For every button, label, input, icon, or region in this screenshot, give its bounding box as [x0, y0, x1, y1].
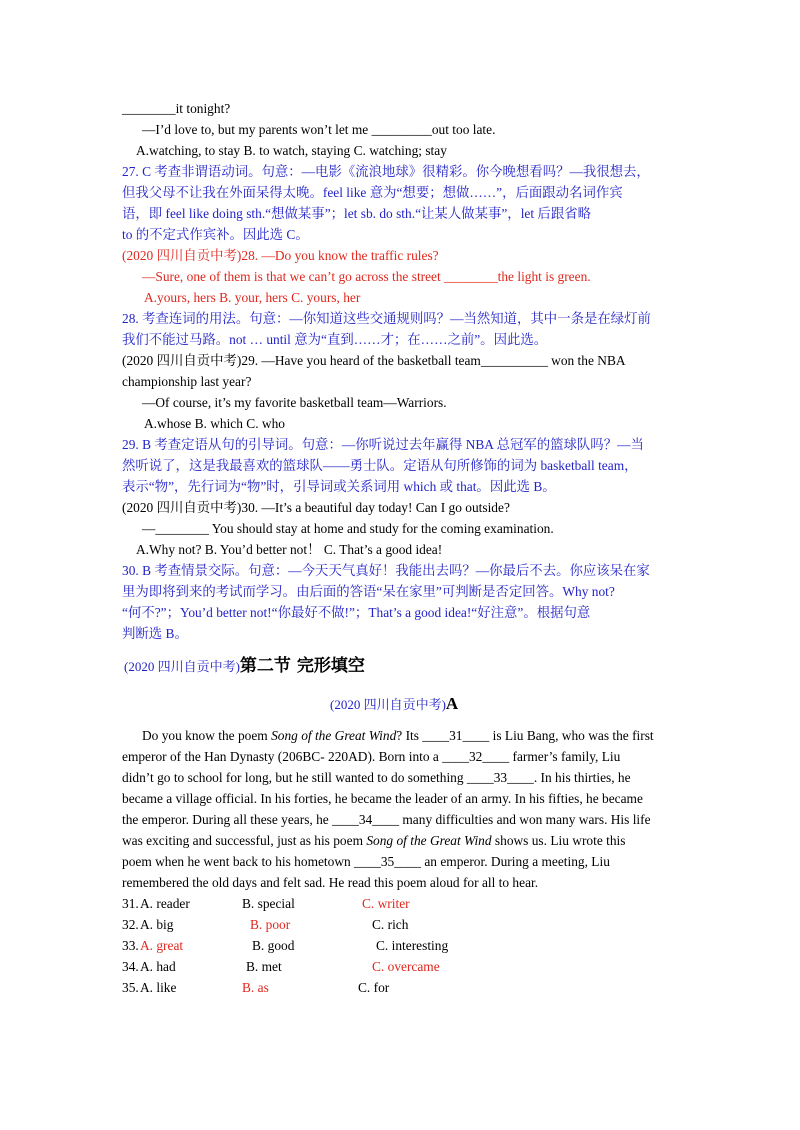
q28-options: A.yours, hers B. your, hers C. yours, her — [144, 290, 361, 305]
q30-explanation-2: 里为即将到来的考试而学习。由后面的答语“呆在家里”可判断是否定回答。Why not? — [122, 584, 615, 599]
option-34-a: A. had — [140, 959, 176, 974]
poem-title: Song of the Great Wind — [366, 833, 492, 848]
passage-line-5: the emperor. During all these years, he ____34____ many difficulties and won many wars. His life — [122, 812, 651, 827]
q30-explanation-3: “何不?”；You’d better not!“你最好不做!”；That’s a good idea!“好注意”。根据句意 — [122, 605, 591, 620]
option-34-num: 34. — [122, 959, 139, 974]
q27-explanation-4: to 的不定式作宾补。因此选 C。 — [122, 227, 309, 242]
option-32-a: A. big — [140, 917, 174, 932]
q27-explanation-2: 但我父母不让我在外面呆得太晚。feel like 意为“想要；想做……”，后面跟动名词作宾 — [122, 185, 623, 200]
q30-options: A.Why not? B. You’d better not！ C. That’s a good idea! — [136, 542, 443, 557]
q29-options: A.whose B. which C. who — [144, 416, 285, 431]
option-35-a: A. like — [140, 980, 177, 995]
passage-letter: A — [445, 694, 459, 713]
section-title: 第二节 完形填空 — [239, 656, 365, 676]
option-33-a: A. great — [140, 938, 184, 953]
option-31-c: C. writer — [362, 896, 410, 911]
option-31-b: B. special — [242, 896, 295, 911]
option-35-num: 35. — [122, 980, 139, 995]
q30-explanation-4: 判断选 B。 — [122, 626, 188, 641]
q29-question: (2020 四川自贡中考)29. —Have you heard of the basketball team__________ won the NBA — [122, 353, 626, 368]
option-31-num: 31. — [122, 896, 139, 911]
q29-question-cont: championship last year? — [122, 374, 252, 389]
option-34-c: C. overcame — [372, 959, 440, 974]
q29-answer-line: —Of course, it’s my favorite basketball team—Warriors. — [142, 395, 447, 410]
section-source-tag: (2020 四川自贡中考) — [124, 659, 240, 674]
passage-line-8: remembered the old days and felt sad. He read this poem aloud for all to hear. — [122, 875, 539, 890]
q28-question: (2020 四川自贡中考)28. —Do you know the traffic rules? — [122, 248, 439, 263]
option-32-num: 32. — [122, 917, 139, 932]
passage-line-2: emperor of the Han Dynasty (206BC- 220AD). Born into a ____32____ farmer’s family, Liu — [122, 749, 621, 764]
section-heading — [124, 654, 365, 678]
q29-explanation-3: 表示“物”，先行词为“物”时，引导词或关系词用 which 或 that。因此选 B。 — [122, 479, 556, 494]
passage-heading — [330, 692, 458, 716]
passage-source-tag: (2020 四川自贡中考) — [330, 697, 446, 712]
option-35-c: C. for — [358, 980, 390, 995]
q30-answer-line: —________ You should stay at home and study for the coming examination. — [142, 521, 554, 536]
q27-explanation-1: 27. C 考查非谓语动词。句意：—电影《流浪地球》很精彩。你今晚想看吗？—我很想去， — [122, 164, 650, 179]
q30-explanation-1: 30. B 考查情景交际。句意：—今天天气真好！我能出去吗？—你最后不去。你应该呆在家 — [122, 563, 650, 578]
q29-explanation-1: 29. B 考查定语从句的引导词。句意：—你听说过去年赢得 NBA 总冠军的篮球队吗？—当 — [122, 437, 644, 452]
option-34-b: B. met — [246, 959, 282, 974]
passage-line-3: didn’t go to school for long, but he still wanted to do something ____33____. In his thirties, he — [122, 770, 631, 785]
q27-options: A.watching, to stay B. to watch, staying C. watching; stay — [136, 143, 447, 158]
q27-answer-line: —I’d love to, but my parents won’t let me _________out too late. — [142, 122, 496, 137]
option-35-b: B. as — [242, 980, 269, 995]
passage-line-1: Do you know the poem Song of the Great Wind? Its ____31____ is Liu Bang, who was the first — [142, 728, 654, 743]
q30-question: (2020 四川自贡中考)30. —It’s a beautiful day today! Can I go outside? — [122, 500, 510, 515]
q27-explanation-3: 语，即 feel like doing sth.“想做某事”；let sb. do sth.“让某人做某事”，let 后跟省略 — [122, 206, 591, 221]
poem-title: Song of the Great Wind — [271, 728, 397, 743]
passage-line-7: poem when he went back to his hometown ____35____ an emperor. During a meeting, Liu — [122, 854, 610, 869]
option-33-num: 33. — [122, 938, 139, 953]
option-33-c: C. interesting — [376, 938, 449, 953]
passage-line-6: was exciting and successful, just as his poem Song of the Great Wind shows us. Liu wrote this — [122, 833, 626, 848]
q27-blank-line: ________it tonight? — [122, 101, 231, 116]
option-33-b: B. good — [252, 938, 295, 953]
q28-explanation-2: 我们不能过马路。not … until 意为“直到……才；在……之前”。因此选。 — [122, 332, 548, 347]
q28-answer-line: —Sure, one of them is that we can’t go across the street ________the light is green. — [142, 269, 591, 284]
passage-line-4: became a village official. In his forties, he became the leader of an army. In his fifties, he became — [122, 791, 643, 806]
option-31-a: A. reader — [140, 896, 190, 911]
option-32-b: B. poor — [250, 917, 291, 932]
q29-explanation-2: 然听说了，这是我最喜欢的篮球队——勇士队。定语从句所修饰的词为 basketball team， — [122, 458, 638, 473]
q28-explanation-1: 28. 考查连词的用法。句意：—你知道这些交通规则吗？—当然知道，其中一条是在绿灯前 — [122, 311, 651, 326]
option-32-c: C. rich — [372, 917, 409, 932]
